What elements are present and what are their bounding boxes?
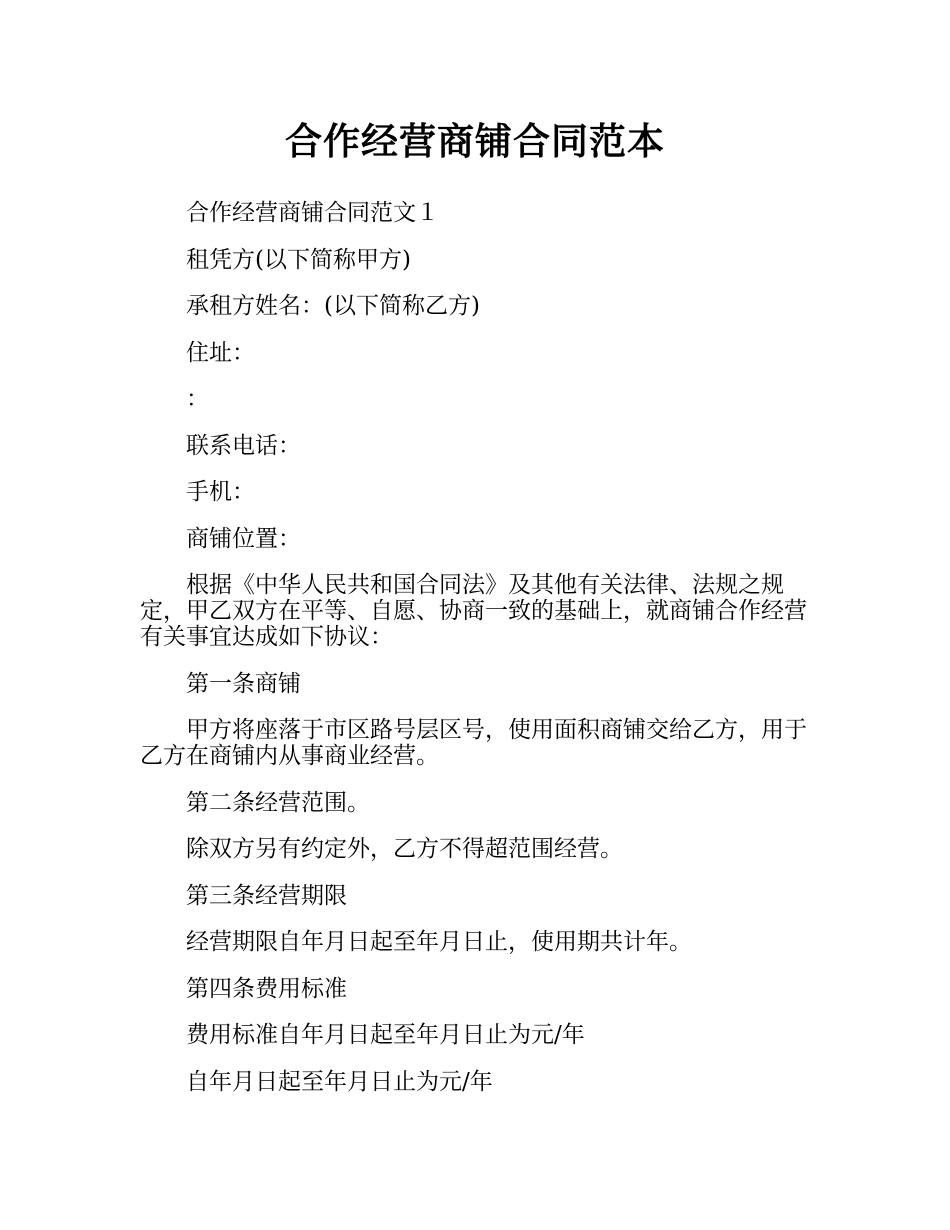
paragraph-shop-location: 商铺位置： — [186, 525, 301, 552]
paragraph-address: 住址： — [186, 339, 255, 366]
document-body — [140, 200, 812, 1115]
paragraph-contact-phone: 联系电话： — [186, 432, 301, 459]
article-3-text: 经营期限自年月日起至年月日止，使用期共计年。 — [186, 929, 692, 955]
article-4-text-1: 费用标准自年月日起至年月日止为元/年 — [186, 1022, 585, 1048]
paragraph-lessor: 租凭方(以下简称甲方) — [186, 246, 411, 273]
paragraph-colon: ： — [186, 386, 209, 412]
article-4-text-2: 自年月日起至年月日止为元/年 — [186, 1068, 493, 1095]
article-1-text: 甲方将座落于市区路号层区号，使用面积商铺交给乙方，用于乙方在商铺内从事商业经营。 — [140, 717, 807, 769]
paragraph-contract-sample-heading: 合作经营商铺合同范文１ — [186, 200, 439, 226]
document-title: 合作经营商铺合同范本 — [285, 120, 665, 163]
article-1-heading: 第一条商铺 — [186, 670, 301, 697]
paragraph-mobile: 手机： — [186, 479, 255, 505]
paragraph-preamble: 根据《中华人民共和国合同法》及其他有关法律、法规之规定，甲乙双方在平等、自愿、协商一致的基础上，就商铺合作经营有关事宜达成如下协议： — [140, 572, 807, 650]
paragraph-lessee-name: 承租方姓名：(以下简称乙方) — [186, 293, 480, 319]
article-4-heading: 第四条费用标准 — [186, 975, 347, 1002]
article-3-heading: 第三条经营期限 — [186, 882, 347, 909]
article-2-text: 除双方另有约定外，乙方不得超范围经营。 — [186, 836, 623, 862]
article-2-heading: 第二条经营范围。 — [186, 789, 370, 816]
